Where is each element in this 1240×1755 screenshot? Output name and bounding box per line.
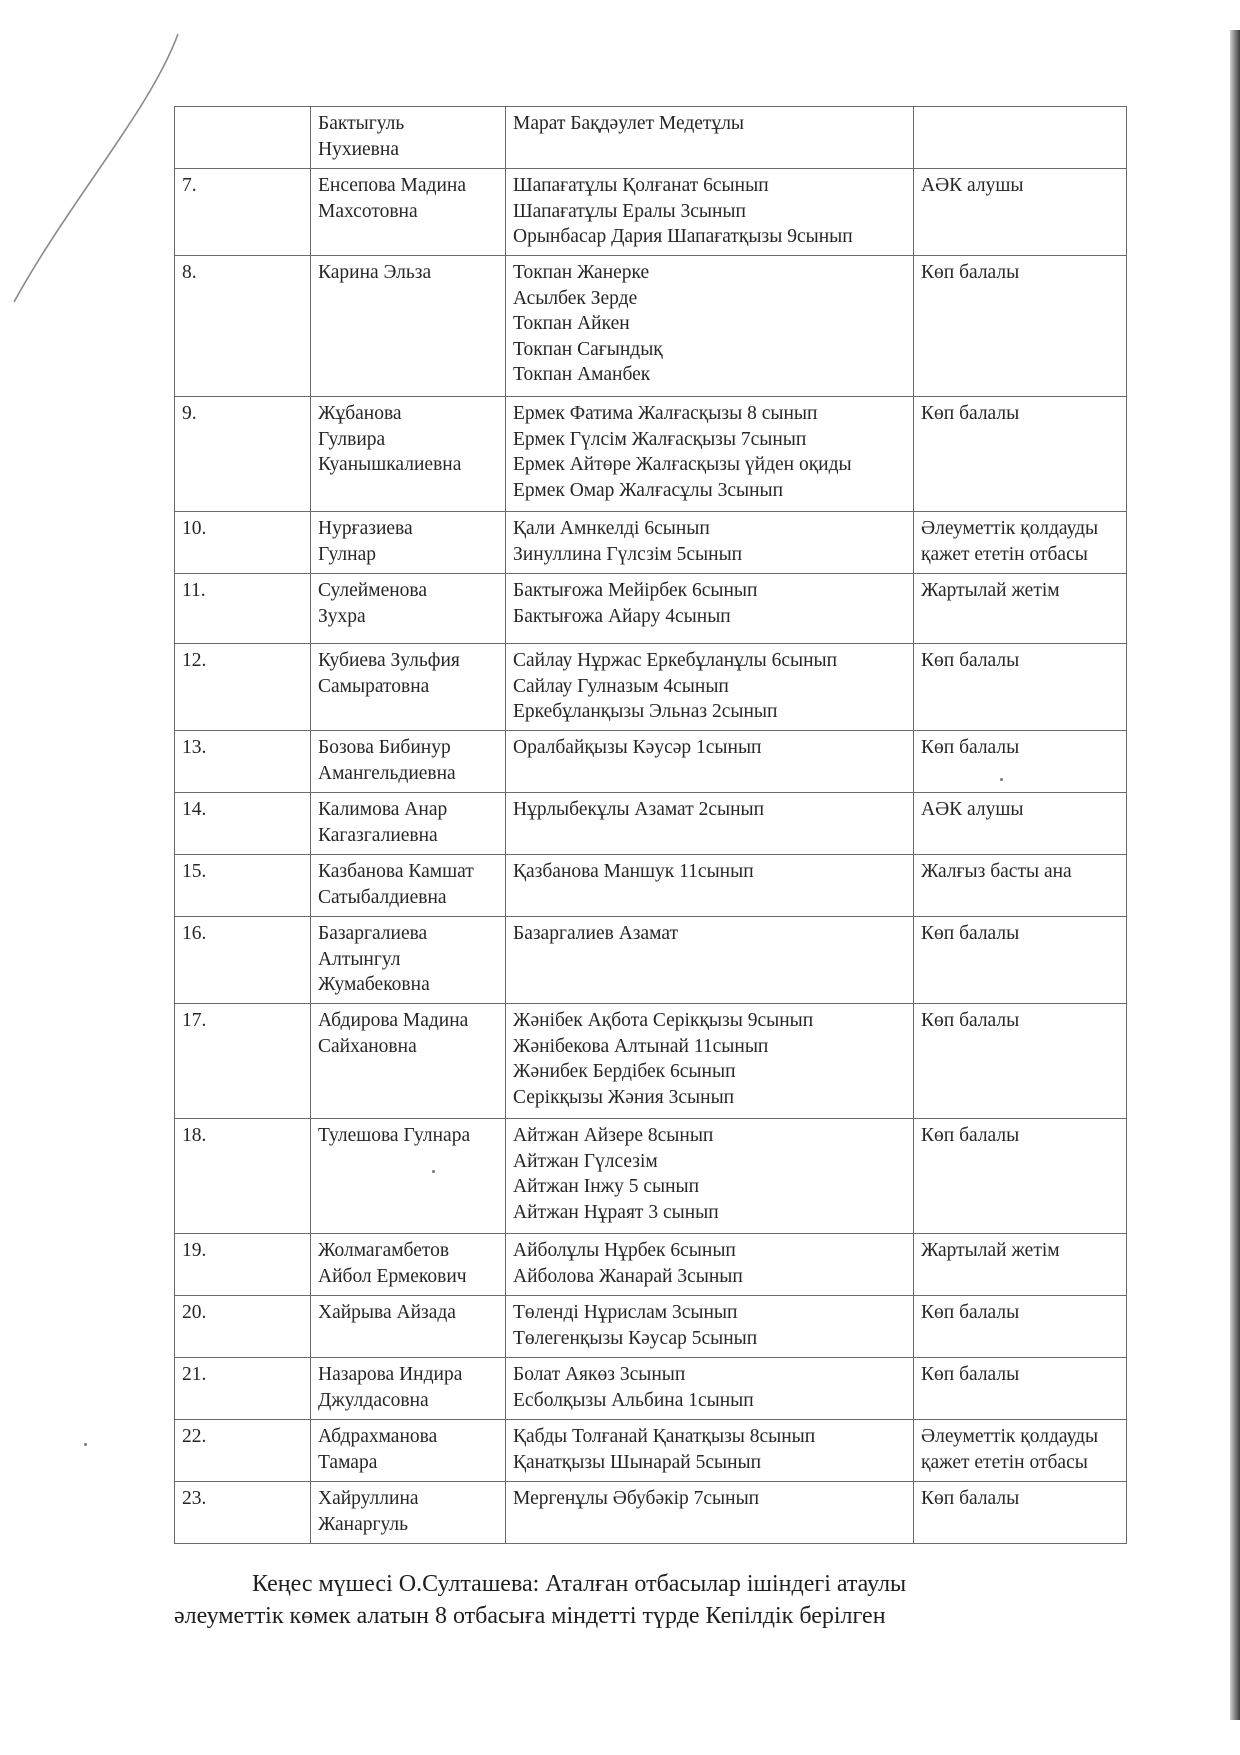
row-number bbox=[175, 793, 311, 855]
status-cell bbox=[914, 917, 1127, 1004]
children-cell bbox=[506, 169, 914, 256]
row-number-line: 8. bbox=[182, 262, 197, 283]
parent-name-cell bbox=[311, 793, 506, 855]
parent-name-line: Жұбанова bbox=[318, 403, 402, 424]
row-number bbox=[175, 1420, 311, 1482]
children-line: Болат Аякөз 3сынып bbox=[513, 1364, 686, 1385]
parent-name-cell bbox=[311, 169, 506, 256]
status-cell bbox=[914, 397, 1127, 512]
parent-name-line: Хайрыва Айзада bbox=[318, 1302, 456, 1323]
parent-name-line: Абдрахманова bbox=[318, 1426, 438, 1447]
family-row bbox=[175, 574, 1127, 644]
council-paragraph bbox=[174, 1568, 1074, 1632]
status-line: Көп балалы bbox=[921, 1488, 1020, 1509]
row-number-line: 11. bbox=[182, 580, 206, 601]
children-line: Серікқызы Жәния 3сынып bbox=[513, 1086, 735, 1108]
family-table bbox=[174, 106, 1127, 1544]
children-line: Нұрлыбекұлы Азамат 2сынып bbox=[513, 799, 765, 820]
children-cell bbox=[506, 917, 914, 1004]
status-cell bbox=[914, 1358, 1127, 1420]
row-number-line: 13. bbox=[182, 737, 207, 758]
pen-mark bbox=[0, 0, 200, 320]
parent-name-line: Амангельдиевна bbox=[318, 762, 456, 784]
children-line: Сайлау Гулназым 4сынып bbox=[513, 675, 729, 697]
family-row bbox=[175, 256, 1127, 397]
row-number-line: 14. bbox=[182, 799, 207, 820]
family-row bbox=[175, 731, 1127, 793]
row-number-line: 20. bbox=[182, 1302, 207, 1323]
parent-name-line: Жумабековна bbox=[318, 974, 430, 996]
status-line: АӘК алушы bbox=[921, 799, 1024, 820]
status-line: Жартылай жетім bbox=[921, 580, 1060, 601]
family-row bbox=[175, 855, 1127, 917]
parent-name-line: Махсотовна bbox=[318, 200, 418, 222]
family-row bbox=[175, 169, 1127, 256]
parent-name-line: Жанаргуль bbox=[318, 1513, 408, 1535]
status-cell bbox=[914, 1482, 1127, 1544]
row-number-line: 12. bbox=[182, 650, 207, 671]
parent-name-cell bbox=[311, 1004, 506, 1119]
status-cell bbox=[914, 1234, 1127, 1296]
status-line: Көп балалы bbox=[921, 1125, 1020, 1146]
parent-name-line: Тулешова Гулнара bbox=[318, 1125, 471, 1146]
children-line: Ермек Фатима Жалғасқызы 8 сынып bbox=[513, 403, 818, 424]
status-cell bbox=[914, 731, 1127, 793]
children-line: Қали Амнкелді 6сынып bbox=[513, 518, 710, 539]
row-number bbox=[175, 256, 311, 397]
children-line: Токпан Аманбек bbox=[513, 364, 651, 386]
children-line: Токпан Сағындық bbox=[513, 338, 663, 360]
children-cell bbox=[506, 397, 914, 512]
status-cell bbox=[914, 169, 1127, 256]
status-cell bbox=[914, 855, 1127, 917]
children-cell bbox=[506, 731, 914, 793]
parent-name-cell bbox=[311, 574, 506, 644]
children-line: Есболқызы Альбина 1сынып bbox=[513, 1389, 754, 1411]
children-cell bbox=[506, 1004, 914, 1119]
children-cell bbox=[506, 512, 914, 574]
parent-name-cell bbox=[311, 256, 506, 397]
parent-name-cell bbox=[311, 1420, 506, 1482]
row-number bbox=[175, 512, 311, 574]
row-number bbox=[175, 1358, 311, 1420]
children-line: Еркебұланқызы Эльназ 2сынып bbox=[513, 701, 778, 723]
children-cell bbox=[506, 574, 914, 644]
parent-name-cell bbox=[311, 731, 506, 793]
status-cell bbox=[914, 256, 1127, 397]
status-cell bbox=[914, 107, 1127, 169]
parent-name-line: Калимова Анар bbox=[318, 799, 448, 820]
children-line: Сайлау Нұржас Еркебұланұлы 6сынып bbox=[513, 650, 838, 671]
children-line: Шапағатұлы Ералы 3сынып bbox=[513, 200, 746, 222]
row-number bbox=[175, 107, 311, 169]
parent-name-cell bbox=[311, 1234, 506, 1296]
parent-name-line: Нухиевна bbox=[318, 138, 399, 160]
family-row bbox=[175, 793, 1127, 855]
parent-name-line: Сайхановна bbox=[318, 1035, 417, 1057]
children-line: Ермек Омар Жалғасұлы 3сынып bbox=[513, 479, 784, 501]
parent-name-line: Сулейменова bbox=[318, 580, 428, 601]
parent-name-line: Алтынгул bbox=[318, 948, 401, 970]
status-line: Жартылай жетім bbox=[921, 1240, 1060, 1261]
parent-name-line: Жолмагамбетов bbox=[318, 1240, 450, 1261]
parent-name-line: Самыратовна bbox=[318, 675, 430, 697]
children-line: Токпан Айкен bbox=[513, 313, 630, 335]
paragraph-line: әлеуметтік көмек алатын 8 отбасыға міндетті түрде Кепілдік берілген bbox=[174, 1603, 886, 1629]
family-table-body bbox=[175, 107, 1127, 1544]
status-cell bbox=[914, 793, 1127, 855]
parent-name-line: Кагазгалиевна bbox=[318, 824, 438, 846]
parent-name-cell bbox=[311, 644, 506, 731]
family-row bbox=[175, 917, 1127, 1004]
children-line: Шапағатұлы Қолғанат 6сынып bbox=[513, 175, 769, 196]
row-number-line: 16. bbox=[182, 923, 207, 944]
family-row bbox=[175, 1482, 1127, 1544]
children-line: Оралбайқызы Кәусәр 1сынып bbox=[513, 737, 762, 758]
parent-name-line: Бозова Бибинур bbox=[318, 737, 451, 758]
status-cell bbox=[914, 1119, 1127, 1234]
children-line: Төленді Нұрислам 3сынып bbox=[513, 1302, 738, 1323]
row-number bbox=[175, 1119, 311, 1234]
scan-edge-shadow bbox=[1230, 30, 1240, 1720]
family-row bbox=[175, 107, 1127, 169]
parent-name-line: Хайруллина bbox=[318, 1488, 419, 1509]
children-cell bbox=[506, 1358, 914, 1420]
status-line: Көп балалы bbox=[921, 1364, 1020, 1385]
children-line: Қазбанова Маншук 11сынып bbox=[513, 861, 754, 882]
parent-name-line: Абдирова Мадина bbox=[318, 1010, 469, 1031]
children-line: Жәнібек Ақбота Серікқызы 9сынып bbox=[513, 1010, 814, 1031]
status-line: Әлеуметтік қолдауды bbox=[921, 518, 1099, 539]
row-number bbox=[175, 917, 311, 1004]
parent-name-line: Сатыбалдиевна bbox=[318, 886, 447, 908]
row-number bbox=[175, 644, 311, 731]
status-line: қажет ететін отбасы bbox=[921, 543, 1088, 565]
status-line: қажет ететін отбасы bbox=[921, 1451, 1088, 1473]
parent-name-line: Бактыгуль bbox=[318, 113, 405, 134]
family-row bbox=[175, 1234, 1127, 1296]
parent-name-cell bbox=[311, 107, 506, 169]
status-line: Көп балалы bbox=[921, 1302, 1020, 1323]
children-line: Асылбек Зерде bbox=[513, 287, 638, 309]
paragraph-line: Кеңес мүшесі О.Султашева: Аталған отбасылар ішіндегі атаулы bbox=[252, 1571, 907, 1597]
status-line: Көп балалы bbox=[921, 737, 1020, 758]
parent-name-line: Енсепова Мадина bbox=[318, 175, 467, 196]
parent-name-line: Казбанова Камшат bbox=[318, 861, 474, 882]
parent-name-cell bbox=[311, 917, 506, 1004]
children-cell bbox=[506, 107, 914, 169]
status-cell bbox=[914, 1420, 1127, 1482]
row-number-line: 17. bbox=[182, 1010, 207, 1031]
parent-name-cell bbox=[311, 1482, 506, 1544]
children-cell bbox=[506, 1296, 914, 1358]
parent-name-line: Куанышкалиевна bbox=[318, 454, 462, 476]
row-number bbox=[175, 855, 311, 917]
children-line: Айтжан Інжу 5 сынып bbox=[513, 1176, 700, 1198]
parent-name-cell bbox=[311, 397, 506, 512]
row-number-line: 18. bbox=[182, 1125, 207, 1146]
family-row bbox=[175, 1004, 1127, 1119]
parent-name-line: Гулвира bbox=[318, 428, 386, 450]
children-line: Бактығожа Мейірбек 6сынып bbox=[513, 580, 758, 601]
children-cell bbox=[506, 1420, 914, 1482]
row-number bbox=[175, 731, 311, 793]
row-number bbox=[175, 1234, 311, 1296]
children-line: Токпан Жанерке bbox=[513, 262, 650, 283]
children-line: Айболова Жанарай 3сынып bbox=[513, 1265, 743, 1287]
parent-name-line: Гулнар bbox=[318, 543, 376, 565]
row-number bbox=[175, 169, 311, 256]
parent-name-cell bbox=[311, 1296, 506, 1358]
children-line: Орынбасар Дария Шапағатқызы 9сынып bbox=[513, 226, 853, 248]
children-line: Базаргалиев Азамат bbox=[513, 923, 679, 944]
status-line: Көп балалы bbox=[921, 403, 1020, 424]
status-cell bbox=[914, 574, 1127, 644]
children-cell bbox=[506, 855, 914, 917]
row-number-line: 22. bbox=[182, 1426, 207, 1447]
parent-name-cell bbox=[311, 855, 506, 917]
row-number-line: 15. bbox=[182, 861, 207, 882]
family-row bbox=[175, 512, 1127, 574]
row-number bbox=[175, 1482, 311, 1544]
children-cell bbox=[506, 1482, 914, 1544]
family-row bbox=[175, 1420, 1127, 1482]
children-line: Марат Бақдәулет Медетұлы bbox=[513, 113, 745, 134]
children-cell bbox=[506, 256, 914, 397]
children-line: Бактығожа Айару 4сынып bbox=[513, 605, 731, 627]
children-line: Қабды Толғанай Қанатқызы 8сынып bbox=[513, 1426, 816, 1447]
row-number-line: 21. bbox=[182, 1364, 207, 1385]
status-cell bbox=[914, 1296, 1127, 1358]
children-cell bbox=[506, 1119, 914, 1234]
children-line: Қанатқызы Шынарай 5сынып bbox=[513, 1451, 762, 1473]
status-line: Жалғыз басты ана bbox=[921, 861, 1072, 882]
children-line: Айтжан Нұраят 3 сынып bbox=[513, 1201, 719, 1223]
children-line: Зинуллина Гүлсзім 5сынып bbox=[513, 543, 743, 565]
family-row bbox=[175, 397, 1127, 512]
children-line: Жәнібекова Алтынай 11сынып bbox=[513, 1035, 769, 1057]
status-cell bbox=[914, 644, 1127, 731]
parent-name-line: Карина Эльза bbox=[318, 262, 432, 283]
parent-name-cell bbox=[311, 1119, 506, 1234]
status-cell bbox=[914, 512, 1127, 574]
parent-name-cell bbox=[311, 1358, 506, 1420]
status-line: Әлеуметтік қолдауды bbox=[921, 1426, 1099, 1447]
row-number-line: 10. bbox=[182, 518, 207, 539]
children-line: Айтжан Айзере 8сынып bbox=[513, 1125, 714, 1146]
parent-name-cell bbox=[311, 512, 506, 574]
parent-name-line: Джулдасовна bbox=[318, 1389, 429, 1411]
status-line: Көп балалы bbox=[921, 262, 1020, 283]
row-number bbox=[175, 1004, 311, 1119]
row-number-line: 23. bbox=[182, 1488, 207, 1509]
parent-name-line: Нурғазиева bbox=[318, 518, 413, 539]
family-row bbox=[175, 1296, 1127, 1358]
scan-speck bbox=[84, 1443, 87, 1446]
parent-name-line: Базаргалиева bbox=[318, 923, 428, 944]
status-line: АӘК алушы bbox=[921, 175, 1024, 196]
status-line: Көп балалы bbox=[921, 1010, 1020, 1031]
row-number-line: 9. bbox=[182, 403, 197, 424]
parent-name-line: Айбол Ермекович bbox=[318, 1265, 467, 1287]
status-line: Көп балалы bbox=[921, 923, 1020, 944]
children-line: Төлегенқызы Кәусар 5сынып bbox=[513, 1327, 758, 1349]
children-line: Айболұлы Нұрбек 6сынып bbox=[513, 1240, 736, 1261]
parent-name-line: Зухра bbox=[318, 605, 366, 627]
parent-name-line: Назарова Индира bbox=[318, 1364, 463, 1385]
children-line: Ермек Айтөре Жалғасқызы үйден оқиды bbox=[513, 454, 852, 476]
family-row bbox=[175, 644, 1127, 731]
children-cell bbox=[506, 1234, 914, 1296]
row-number-line: 7. bbox=[182, 175, 197, 196]
children-line: Жәнибек Бердібек 6сынып bbox=[513, 1061, 736, 1083]
children-cell bbox=[506, 793, 914, 855]
family-row bbox=[175, 1119, 1127, 1234]
children-line: Айтжан Гүлсезім bbox=[513, 1150, 658, 1172]
status-line: Көп балалы bbox=[921, 650, 1020, 671]
parent-name-line: Кубиева Зульфия bbox=[318, 650, 460, 671]
row-number bbox=[175, 397, 311, 512]
children-cell bbox=[506, 644, 914, 731]
row-number bbox=[175, 574, 311, 644]
status-cell bbox=[914, 1004, 1127, 1119]
children-line: Мергенұлы Әбубәкір 7сынып bbox=[513, 1488, 760, 1509]
family-row bbox=[175, 1358, 1127, 1420]
row-number bbox=[175, 1296, 311, 1358]
parent-name-line: Тамара bbox=[318, 1451, 378, 1473]
row-number-line: 19. bbox=[182, 1240, 207, 1261]
children-line: Ермек Гүлсім Жалғасқызы 7сынып bbox=[513, 428, 807, 450]
